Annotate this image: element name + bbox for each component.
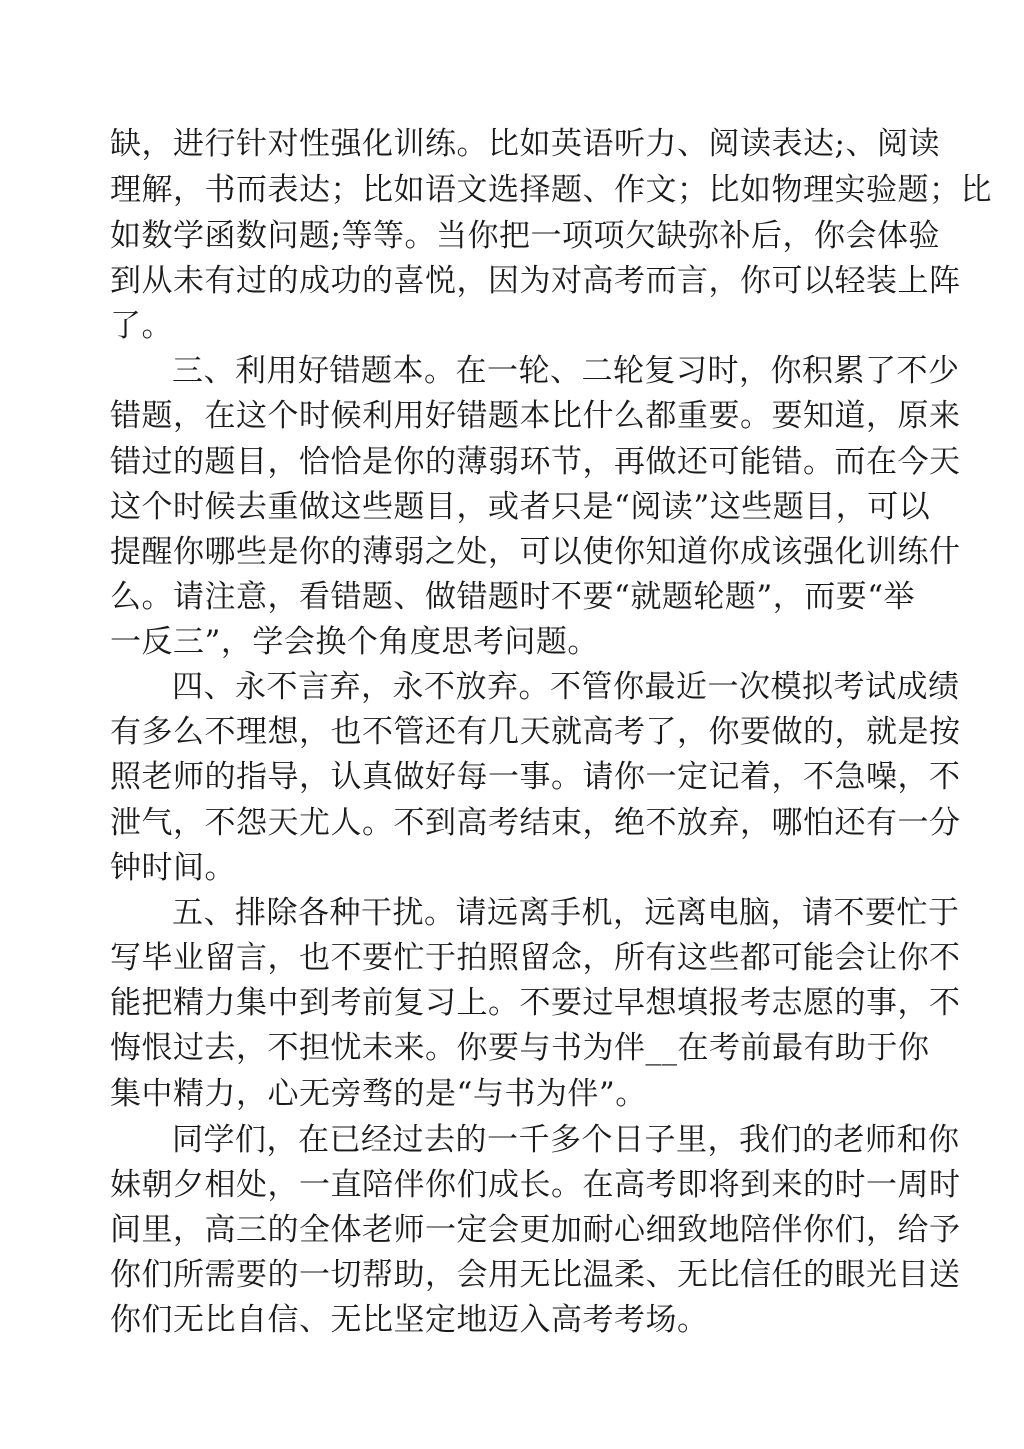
text-line: 集中精力，心无旁骛的是“与书为伴”。 xyxy=(110,1076,647,1112)
text-line: 间里，高三的全体老师一定会更加耐心细致地陪伴你们，给予 xyxy=(110,1212,961,1248)
text-line: 么。请注意，看错题、做错题时不要“就题轮题”，而要“举 xyxy=(110,579,916,615)
text-line: 照老师的指导，认真做好每一事。请你一定记着，不急噪，不 xyxy=(110,759,961,795)
text-line: 错题，在这个时候利用好错题本比什么都重要。要知道，原来 xyxy=(110,398,961,434)
text-line: 理解，书而表达；比如语文选择题、作文；比如物理实验题；比 xyxy=(110,172,992,208)
paragraph-start-line: 三、利用好错题本。在一轮、二轮复习时，你积累了不少 xyxy=(172,353,960,389)
text-line: 了。 xyxy=(110,308,173,344)
text-line: 缺，进行针对性强化训练。比如英语听力、阅读表达;、阅读 xyxy=(110,126,940,162)
text-line: 一反三”，学会换个角度思考问题。 xyxy=(110,624,599,660)
text-line: 妹朝夕相处，一直陪伴你们成长。在高考即将到来的时一周时 xyxy=(110,1167,961,1203)
paragraph-start-line: 五、排除各种干扰。请远离手机，远离电脑，请不要忙于 xyxy=(172,895,960,931)
text-line: 这个时候去重做这些题目，或者只是“阅读”这些题目，可以 xyxy=(110,489,931,525)
text-line: 提醒你哪些是你的薄弱之处，可以使你知道你成该强化训练什 xyxy=(110,534,961,570)
text-line: 能把精力集中到考前复习上。不要过早想填报考志愿的事，不 xyxy=(110,985,961,1021)
text-line: 你们所需要的一切帮助，会用无比温柔、无比信任的眼光目送 xyxy=(110,1257,961,1293)
text-line: 你们无比自信、无比坚定地迈入高考考场。 xyxy=(110,1302,709,1338)
text-line: 到从未有过的成功的喜悦，因为对高考而言，你可以轻装上阵 xyxy=(110,263,961,299)
text-line: 泄气，不怨天尤人。不到高考结束，绝不放弃，哪怕还有一分 xyxy=(110,805,961,841)
text-line: 写毕业留言，也不要忙于拍照留念，所有这些都可能会让你不 xyxy=(110,940,961,976)
paragraph-start-line: 四、永不言弃，永不放弃。不管你最近一次模拟考试成绩 xyxy=(172,669,960,705)
text-line: 悔恨过去，不担忧未来。你要与书为伴__在考前最有助于你 xyxy=(110,1030,930,1066)
paragraph-start-line: 同学们，在已经过去的一千多个日子里，我们的老师和你 xyxy=(172,1122,960,1158)
text-line: 如数学函数问题;等等。当你把一项项欠缺弥补后，你会体验 xyxy=(110,218,940,254)
text-line: 错过的题目，恰恰是你的薄弱环节，再做还可能错。而在今天 xyxy=(110,444,961,480)
text-line: 钟时间。 xyxy=(110,850,236,886)
text-line: 有多么不理想，也不管还有几天就高考了，你要做的，就是按 xyxy=(110,714,961,750)
